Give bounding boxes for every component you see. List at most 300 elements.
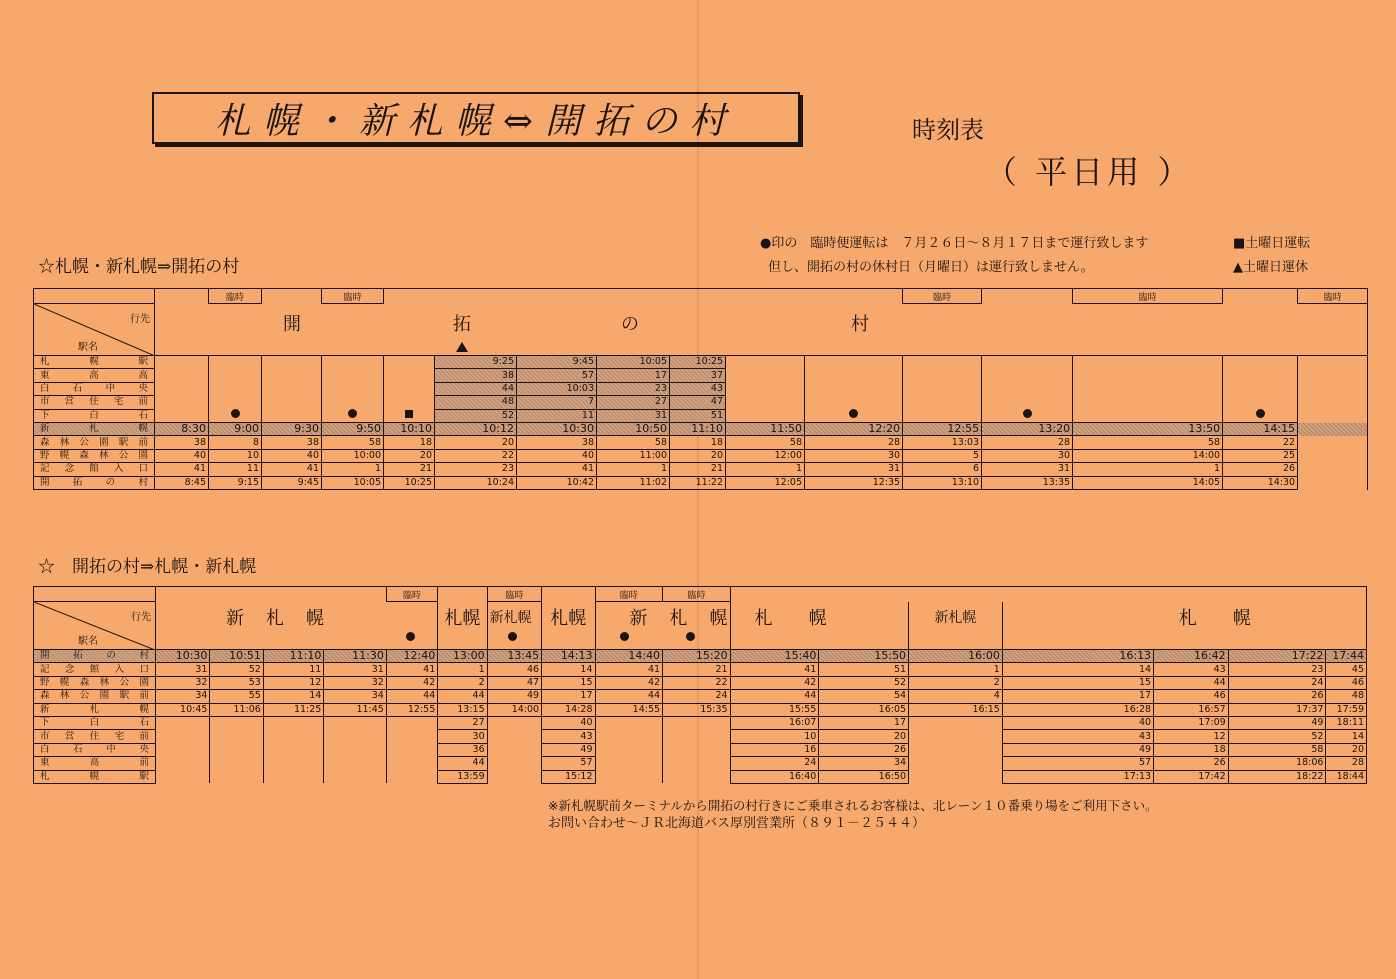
time-cell xyxy=(209,356,262,369)
saturday-off-marker xyxy=(456,342,468,352)
time-cell xyxy=(1223,356,1298,369)
time-cell: 10:42 xyxy=(517,476,597,489)
time-cell: 21 xyxy=(384,463,435,476)
time-cell: 46 xyxy=(1326,676,1367,689)
station-name: 白石中央 xyxy=(34,382,155,395)
spacer-cell xyxy=(1298,423,1368,436)
time-cell: 10:30 xyxy=(517,423,597,436)
time-cell: 22 xyxy=(663,676,731,689)
time-cell xyxy=(595,757,663,770)
time-cell: 10:05 xyxy=(597,356,670,369)
time-cell: 1 xyxy=(322,463,384,476)
legend-saturday-run: ■土曜日運転 xyxy=(1233,236,1311,251)
station-name: 開拓の村 xyxy=(34,476,155,489)
legend-line1: ●印の 臨時便運転は ７月２６日～８月１７日まで運行致します xyxy=(760,236,1149,251)
time-cell: 52 xyxy=(210,663,263,676)
time-cell: 52 xyxy=(819,676,909,689)
time-cell: 21 xyxy=(663,663,731,676)
time-cell: 18 xyxy=(670,436,726,449)
time-cell xyxy=(322,369,384,382)
table-row xyxy=(34,716,1367,729)
time-cell: 15:40 xyxy=(730,650,819,663)
time-cell: 12:20 xyxy=(805,423,903,436)
time-cell xyxy=(210,730,263,743)
time-cell: 13:15 xyxy=(438,703,487,716)
time-cell xyxy=(903,409,982,423)
time-cell xyxy=(982,382,1073,395)
timetable-outbound xyxy=(33,288,1368,490)
time-cell xyxy=(1223,396,1298,409)
time-cell xyxy=(487,716,541,729)
time-cell: 20 xyxy=(384,449,435,462)
time-cell: 14:05 xyxy=(1073,476,1223,489)
time-cell: 10:45 xyxy=(155,703,209,716)
special-label: 臨時 xyxy=(322,289,384,304)
dest-label: 札 幌 xyxy=(1178,607,1251,629)
time-cell: 40 xyxy=(262,449,322,462)
time-cell: 14:15 xyxy=(1223,423,1298,436)
footer-contact: お問い合わせ～ＪＲ北海道バス厚別営業所（８９１－２５４４） xyxy=(548,816,926,831)
time-cell: 14:55 xyxy=(595,703,663,716)
time-cell xyxy=(155,730,209,743)
time-cell: 10:12 xyxy=(435,423,517,436)
dest-shin-sapporo xyxy=(155,602,437,650)
time-cell: 40 xyxy=(1002,716,1153,729)
time-cell: 13:00 xyxy=(438,650,487,663)
station-name: 白石中央 xyxy=(34,743,156,756)
station-name: 札 幌 駅 xyxy=(34,356,155,369)
time-cell xyxy=(726,409,805,423)
spacer-cell xyxy=(1298,382,1368,395)
time-cell: 14 xyxy=(542,663,595,676)
time-cell: 24 xyxy=(1228,676,1326,689)
time-cell: 23 xyxy=(1228,663,1326,676)
time-cell xyxy=(909,730,1003,743)
corner-station-label: 駅名 xyxy=(78,342,98,353)
time-cell xyxy=(155,382,209,395)
time-cell: 53 xyxy=(210,676,263,689)
time-cell xyxy=(262,382,322,395)
special-dot-icon xyxy=(686,632,695,641)
time-cell: 7 xyxy=(517,396,597,409)
station-name: 野幌森林公園 xyxy=(34,449,155,462)
special-dot-icon xyxy=(620,632,629,641)
time-cell: 22 xyxy=(435,449,517,462)
dest-sapporo-wide xyxy=(730,602,908,650)
time-cell: 16:13 xyxy=(1002,650,1153,663)
time-cell: 44 xyxy=(595,690,663,703)
time-cell: 11:25 xyxy=(263,703,323,716)
spacer-cell xyxy=(1298,369,1368,382)
time-cell xyxy=(903,382,982,395)
time-cell: 10:51 xyxy=(210,650,263,663)
time-cell: 2 xyxy=(909,676,1003,689)
time-cell: 18 xyxy=(1154,743,1229,756)
time-cell xyxy=(663,716,731,729)
special-label: 臨時 xyxy=(663,587,731,602)
time-cell: 9:45 xyxy=(517,356,597,369)
time-cell: 58 xyxy=(726,436,805,449)
time-cell: 44 xyxy=(438,690,487,703)
dest-label: 新 札 幌 xyxy=(629,608,730,629)
time-cell: 10:00 xyxy=(322,449,384,462)
header-row xyxy=(34,602,1367,650)
time-cell: 46 xyxy=(487,663,541,676)
table2-title: ☆ 開拓の村⇒札幌・新札幌 xyxy=(38,557,257,577)
special-dot-icon xyxy=(231,409,240,418)
table-row xyxy=(34,703,1367,716)
time-cell: 8 xyxy=(209,436,262,449)
station-name: 新 札 幌 xyxy=(34,423,155,436)
time-cell: 1 xyxy=(597,463,670,476)
station-name: 記念館入口 xyxy=(34,663,156,676)
time-cell: 14:28 xyxy=(542,703,595,716)
station-name: 新 札 幌 xyxy=(34,703,156,716)
time-cell: 23 xyxy=(435,463,517,476)
corner-dest-label: 行先 xyxy=(130,314,150,325)
time-cell: 9:30 xyxy=(262,423,322,436)
time-cell: 28 xyxy=(982,436,1073,449)
time-cell: 41 xyxy=(595,663,663,676)
time-cell: 49 xyxy=(1228,716,1326,729)
time-cell: 14:30 xyxy=(1223,476,1298,489)
time-cell: 31 xyxy=(597,409,670,423)
special-label: 臨時 xyxy=(487,587,541,602)
time-cell: 44 xyxy=(1154,676,1229,689)
spacer-cell xyxy=(1298,356,1368,369)
time-cell: 57 xyxy=(517,369,597,382)
time-cell: 12 xyxy=(263,676,323,689)
time-cell xyxy=(263,743,323,756)
time-cell xyxy=(487,757,541,770)
time-cell xyxy=(324,743,387,756)
time-cell: 18:06 xyxy=(1228,757,1326,770)
table-row xyxy=(34,690,1367,703)
table-row xyxy=(34,369,1368,382)
time-cell: 16:15 xyxy=(909,703,1003,716)
time-cell: 14 xyxy=(263,690,323,703)
time-cell: 34 xyxy=(324,690,387,703)
table1-title: ☆札幌・新札幌⇒開拓の村 xyxy=(38,257,240,277)
time-cell xyxy=(909,757,1003,770)
time-cell: 58 xyxy=(1228,743,1326,756)
spacer-cell xyxy=(1298,409,1368,423)
special-dot-icon xyxy=(1023,409,1032,418)
time-cell: 16:42 xyxy=(1154,650,1229,663)
time-cell: 12:35 xyxy=(805,476,903,489)
time-cell: 26 xyxy=(1154,757,1229,770)
time-cell: 12:40 xyxy=(386,650,437,663)
dest-shin-sapporo-2 xyxy=(595,602,730,650)
time-cell: 14 xyxy=(1002,663,1153,676)
dest-char: 開 xyxy=(283,314,301,335)
time-cell xyxy=(155,356,209,369)
legend-saturday-off: ▲土曜日運休 xyxy=(1233,260,1308,275)
time-cell xyxy=(262,356,322,369)
station-name: 下 白 石 xyxy=(34,409,155,423)
time-cell xyxy=(386,770,437,783)
time-cell: 1 xyxy=(726,463,805,476)
station-name: 開拓の村 xyxy=(34,650,156,663)
time-cell: 44 xyxy=(438,757,487,770)
time-cell: 10 xyxy=(730,730,819,743)
time-cell xyxy=(903,396,982,409)
time-cell: 17:42 xyxy=(1154,770,1229,783)
time-cell: 38 xyxy=(262,436,322,449)
time-cell: 43 xyxy=(1154,663,1229,676)
time-cell: 11:30 xyxy=(324,650,387,663)
time-cell xyxy=(805,356,903,369)
time-cell: 51 xyxy=(819,663,909,676)
time-cell: 17 xyxy=(1002,690,1153,703)
dest-label: 新札幌 xyxy=(489,610,532,626)
time-cell: 15:55 xyxy=(730,703,819,716)
time-cell: 17:09 xyxy=(1154,716,1229,729)
time-cell: 45 xyxy=(1326,663,1367,676)
route-title: 札幌・新札幌⇔開拓の村 xyxy=(214,100,738,142)
time-cell: 13:50 xyxy=(1073,423,1223,436)
table-row xyxy=(34,449,1368,462)
time-cell: 9:25 xyxy=(435,356,517,369)
time-cell: 51 xyxy=(670,409,726,423)
time-cell xyxy=(909,770,1003,783)
time-cell: 16:40 xyxy=(730,770,819,783)
time-cell: 44 xyxy=(730,690,819,703)
time-cell: 10 xyxy=(209,449,262,462)
time-cell: 14:40 xyxy=(595,650,663,663)
special-label: 臨時 xyxy=(1298,289,1368,304)
time-cell xyxy=(384,382,435,395)
time-cell xyxy=(663,757,731,770)
time-cell: 10:03 xyxy=(517,382,597,395)
time-cell: 11 xyxy=(209,463,262,476)
special-dot-icon xyxy=(1256,409,1265,418)
time-cell: 14:13 xyxy=(542,650,595,663)
time-cell xyxy=(324,757,387,770)
time-cell xyxy=(386,716,437,729)
spacer-cell xyxy=(1298,436,1368,449)
dest-label: 札 幌 xyxy=(754,607,827,629)
time-cell: 20 xyxy=(1326,743,1367,756)
time-cell xyxy=(263,716,323,729)
time-cell: 49 xyxy=(1002,743,1153,756)
time-cell: 24 xyxy=(663,690,731,703)
time-cell: 13:45 xyxy=(487,650,541,663)
time-cell: 48 xyxy=(1326,690,1367,703)
time-cell xyxy=(982,409,1073,423)
footer-note: ※新札幌駅前ターミナルから開拓の村行きにご乗車されるお客様は、北レーン１０番乗り場をご利用下さい。 xyxy=(548,798,1158,813)
spacer-cell xyxy=(1298,476,1368,489)
time-cell: 15 xyxy=(1002,676,1153,689)
special-dot-icon xyxy=(849,409,858,418)
table-row xyxy=(34,676,1367,689)
time-cell: 17:13 xyxy=(1002,770,1153,783)
time-cell xyxy=(595,716,663,729)
time-cell: 10:05 xyxy=(322,476,384,489)
time-cell xyxy=(1073,409,1223,423)
time-cell: 41 xyxy=(730,663,819,676)
time-cell: 14:00 xyxy=(1073,449,1223,462)
time-cell xyxy=(595,743,663,756)
time-cell: 9:15 xyxy=(209,476,262,489)
table-row xyxy=(34,396,1368,409)
time-cell: 24 xyxy=(730,757,819,770)
time-cell: 13:20 xyxy=(982,423,1073,436)
time-cell: 38 xyxy=(435,369,517,382)
time-cell: 32 xyxy=(155,676,209,689)
time-cell xyxy=(384,369,435,382)
time-cell xyxy=(155,409,209,423)
doc-type: 時刻表 xyxy=(912,116,984,144)
time-cell xyxy=(155,716,209,729)
time-cell: 11:22 xyxy=(670,476,726,489)
time-cell: 43 xyxy=(1002,730,1153,743)
time-cell xyxy=(487,730,541,743)
time-cell xyxy=(1073,356,1223,369)
time-cell xyxy=(487,743,541,756)
time-cell: 20 xyxy=(670,449,726,462)
table-row xyxy=(34,757,1367,770)
time-cell xyxy=(982,369,1073,382)
time-cell: 11:10 xyxy=(263,650,323,663)
time-cell: 52 xyxy=(1228,730,1326,743)
station-name: 東 高 前 xyxy=(34,757,156,770)
time-cell: 41 xyxy=(386,663,437,676)
time-cell: 21 xyxy=(670,463,726,476)
time-cell: 23 xyxy=(597,382,670,395)
time-cell: 26 xyxy=(819,743,909,756)
table-row xyxy=(34,382,1368,395)
time-cell: 15 xyxy=(542,676,595,689)
time-cell: 44 xyxy=(386,690,437,703)
time-cell: 15:20 xyxy=(663,650,731,663)
time-cell: 55 xyxy=(210,690,263,703)
time-cell: 16:07 xyxy=(730,716,819,729)
time-cell xyxy=(322,382,384,395)
time-cell: 28 xyxy=(805,436,903,449)
time-cell xyxy=(262,369,322,382)
time-cell: 17:59 xyxy=(1326,703,1367,716)
time-cell: 42 xyxy=(386,676,437,689)
time-cell xyxy=(1223,382,1298,395)
time-cell xyxy=(805,369,903,382)
time-cell xyxy=(263,770,323,783)
time-cell xyxy=(903,369,982,382)
time-cell xyxy=(384,396,435,409)
time-cell: 30 xyxy=(438,730,487,743)
table-row xyxy=(34,650,1367,663)
time-cell: 18:11 xyxy=(1326,716,1367,729)
time-cell: 17:37 xyxy=(1228,703,1326,716)
time-cell: 16:28 xyxy=(1002,703,1153,716)
table-row xyxy=(34,409,1368,423)
time-cell xyxy=(210,743,263,756)
time-cell: 54 xyxy=(819,690,909,703)
day-type: （ 平日用 ） xyxy=(985,153,1194,191)
time-cell: 37 xyxy=(670,369,726,382)
time-cell: 43 xyxy=(542,730,595,743)
station-name: 市営住宅前 xyxy=(34,396,155,409)
header-row xyxy=(34,304,1368,356)
table-row xyxy=(34,730,1367,743)
time-cell xyxy=(663,730,731,743)
time-cell: 16:57 xyxy=(1154,703,1229,716)
spacer-cell xyxy=(1298,396,1368,409)
table-row xyxy=(34,356,1368,369)
time-cell: 34 xyxy=(155,690,209,703)
time-cell: 10:10 xyxy=(384,423,435,436)
time-cell xyxy=(726,369,805,382)
station-name: 森林公園駅前 xyxy=(34,690,156,703)
time-cell xyxy=(726,382,805,395)
time-cell: 17:22 xyxy=(1228,650,1326,663)
time-cell: 20 xyxy=(435,436,517,449)
time-cell: 11:00 xyxy=(597,449,670,462)
corner-cell xyxy=(34,602,156,650)
time-cell: 13:35 xyxy=(982,476,1073,489)
time-cell: 8:30 xyxy=(155,423,209,436)
time-cell xyxy=(909,716,1003,729)
time-cell xyxy=(322,409,384,423)
time-cell xyxy=(209,396,262,409)
time-cell: 1 xyxy=(1073,463,1223,476)
special-label: 臨時 xyxy=(1073,289,1223,304)
time-cell xyxy=(982,396,1073,409)
time-cell xyxy=(155,396,209,409)
table-row xyxy=(34,770,1367,783)
dest-sapporo-wide-2 xyxy=(1002,602,1366,650)
table-row xyxy=(34,436,1368,449)
time-cell: 10:24 xyxy=(435,476,517,489)
time-cell xyxy=(909,743,1003,756)
station-name: 札 幌 駅 xyxy=(34,770,156,783)
time-cell: 49 xyxy=(542,743,595,756)
time-cell: 17 xyxy=(542,690,595,703)
time-cell xyxy=(487,770,541,783)
time-cell: 43 xyxy=(670,382,726,395)
time-cell: 22 xyxy=(1223,436,1298,449)
time-cell xyxy=(1073,382,1223,395)
time-cell: 6 xyxy=(903,463,982,476)
time-cell: 17 xyxy=(597,369,670,382)
time-cell xyxy=(263,730,323,743)
spacer-cell xyxy=(1298,449,1368,462)
corner-dest-label: 行先 xyxy=(130,612,151,623)
time-cell: 14 xyxy=(1326,730,1367,743)
special-label: 臨時 xyxy=(386,587,437,602)
time-cell: 40 xyxy=(155,449,209,462)
dest-label: 新 札 幌 xyxy=(225,608,326,629)
time-cell xyxy=(726,356,805,369)
time-cell xyxy=(263,757,323,770)
time-cell: 18:22 xyxy=(1228,770,1326,783)
time-cell: 12:05 xyxy=(726,476,805,489)
corner-cell xyxy=(34,304,155,356)
time-cell xyxy=(209,382,262,395)
time-cell: 57 xyxy=(1002,757,1153,770)
timetable-return xyxy=(33,586,1367,784)
time-cell: 12:00 xyxy=(726,449,805,462)
special-row xyxy=(34,587,1367,602)
time-cell: 17 xyxy=(819,716,909,729)
special-dot-icon xyxy=(508,632,517,641)
station-name: 市営住宅前 xyxy=(34,730,156,743)
special-label: 臨時 xyxy=(209,289,262,304)
dest-sapporo: 札幌 xyxy=(542,602,595,650)
time-cell: 11:02 xyxy=(597,476,670,489)
time-cell: 30 xyxy=(805,449,903,462)
legend-line2: 但し、開拓の村の休村日（月曜日）は運行致しません。 xyxy=(768,260,1094,275)
